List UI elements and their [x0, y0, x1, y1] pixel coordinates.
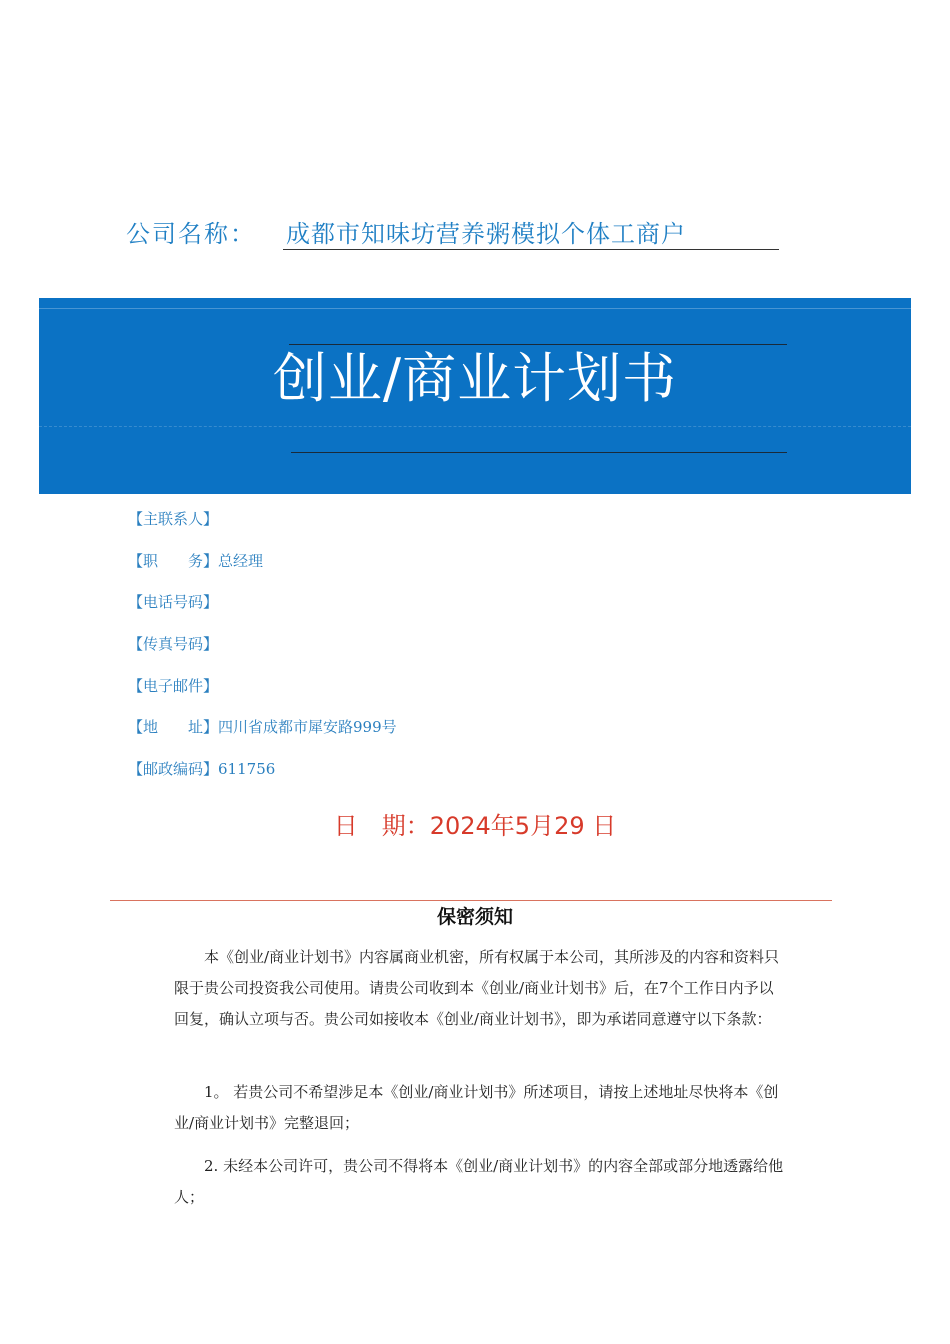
contact-key: 【电子邮件】: [128, 676, 219, 695]
confidentiality-item-2: [174, 1151, 784, 1213]
contact-row-postcode: [128, 758, 728, 800]
banner-divider: [39, 308, 911, 309]
contact-row-position: [128, 550, 728, 592]
contact-value: 611756: [218, 760, 276, 779]
contact-row-email: [128, 675, 728, 717]
contact-row-fax: [128, 633, 728, 675]
document-date: 日 期：2024年5月29 日: [333, 812, 617, 840]
company-underline: [283, 249, 779, 250]
company-name: 成都市知味坊营养粥模拟个体工商户: [286, 220, 686, 248]
section-divider: [110, 900, 832, 901]
contact-list: [128, 508, 728, 800]
item-1-text: 1。 若贵公司不希望涉足本《创业/商业计划书》所述项目，请按上述地址尽快将本《创业/商业计划书》完整退回；: [174, 1083, 779, 1132]
company-label: 公司名称：: [126, 220, 256, 248]
confidentiality-item-1: [174, 1077, 784, 1139]
contact-value: 总经理: [218, 551, 264, 570]
contact-key: 【邮政编码】: [128, 760, 219, 779]
confidentiality-intro: [174, 942, 784, 1035]
intro-text: 本《创业/商业计划书》内容属商业机密，所有权属于本公司，其所涉及的内容和资料只限于贵公司投资我公司使用。请贵公司收到本《创业/商业计划书》后，在7个工作日内予以回复，确认立项与否。贵公司如接收本《创业/商业计划书》，即为承诺同意遵守以下条款：: [174, 948, 780, 1028]
contact-key: 【传真号码】: [128, 635, 219, 654]
contact-key: 【主联系人】: [128, 510, 219, 528]
title-banner: [39, 298, 911, 494]
contact-row-main-contact: [128, 508, 728, 550]
contact-row-phone: [128, 591, 728, 633]
contact-key: 【电话号码】: [128, 593, 219, 612]
contact-key: 【职 务】: [128, 551, 219, 570]
item-2-text: 2. 未经本公司许可，贵公司不得将本《创业/商业计划书》的内容全部或部分地透露给他人；: [174, 1157, 784, 1206]
company-row: [126, 212, 786, 252]
document-title: 创业/商业计划书: [272, 347, 678, 410]
contact-row-address: [128, 716, 728, 758]
contact-value: 四川省成都市犀安路999号: [218, 718, 397, 737]
banner-faint-line: [39, 426, 911, 437]
banner-rule-bottom: [291, 452, 787, 453]
contact-key: 【地 址】: [128, 718, 219, 737]
confidentiality-title: 保密须知: [436, 906, 513, 928]
